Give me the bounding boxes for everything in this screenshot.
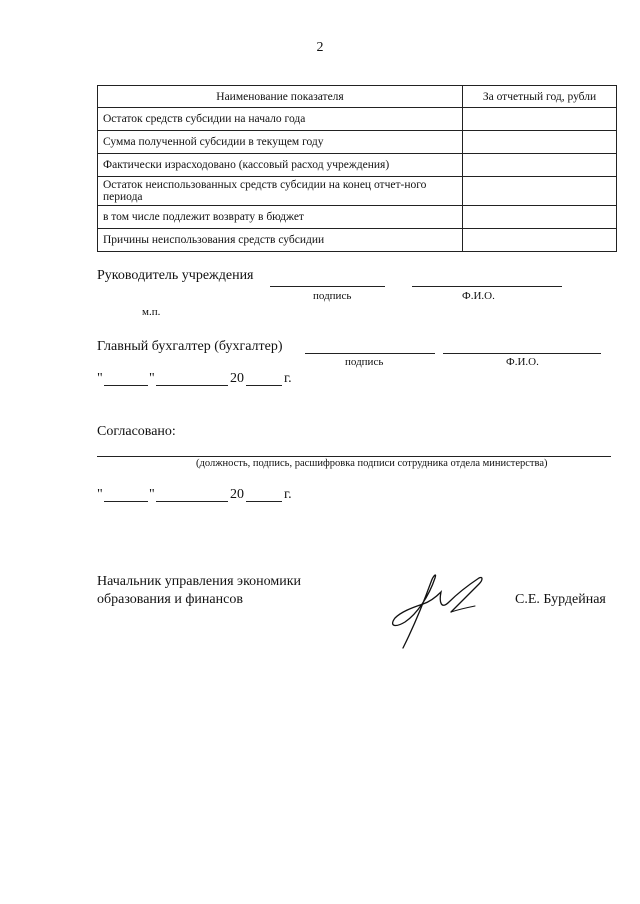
table-cell-label: в том числе подлежит возврату в бюджет (98, 206, 463, 229)
table-row (98, 206, 617, 229)
date2-year-line (246, 501, 282, 502)
table-cell-value (463, 154, 617, 177)
table-cell-value (463, 131, 617, 154)
table-cell-label: Сумма полученной субсидии в текущем году (98, 131, 463, 154)
date-open-quote: " (97, 371, 103, 386)
date2-close-quote: " (149, 487, 155, 502)
accountant-name-line (443, 353, 601, 354)
date-day-line (104, 385, 148, 386)
agreed-caption: (должность, подпись, расшифровка подписи сотрудника отдела министерства) (196, 458, 548, 469)
table-row (98, 177, 617, 206)
head-name-caption: Ф.И.О. (462, 290, 495, 302)
handwritten-signature (365, 568, 495, 654)
table-cell-value (463, 177, 617, 206)
head-name-line (412, 286, 562, 287)
footer-position-line2: образования и финансов (97, 592, 243, 607)
date-year-line (246, 385, 282, 386)
table-cell-label: Причины неиспользования средств субсидии (98, 229, 463, 252)
table-cell-value (463, 206, 617, 229)
table-cell-label: Остаток средств субсидии на начало года (98, 108, 463, 131)
agreed-label: Согласовано: (97, 424, 176, 439)
date2-open-quote: " (97, 487, 103, 502)
table-cell-label: Остаток неиспользованных средств субсидии на конец отчет-ного периода (98, 177, 463, 206)
head-label: Руководитель учреждения (97, 268, 254, 283)
date2-day-line (104, 501, 148, 502)
table-row (98, 131, 617, 154)
footer-position-line1: Начальник управления экономики (97, 574, 302, 589)
indicator-table (97, 85, 617, 252)
table-row (98, 108, 617, 131)
table-row (98, 154, 617, 177)
date-month-line (156, 385, 228, 386)
date-year-prefix: 20 (230, 371, 244, 386)
head-signature-line (270, 286, 385, 287)
table-cell-value (463, 108, 617, 131)
table-cell-value (463, 229, 617, 252)
table-cell-label: Фактически израсходовано (кассовый расход учреждения) (98, 154, 463, 177)
accountant-signature-caption: подпись (345, 356, 384, 368)
date2-year-suffix: г. (284, 487, 292, 502)
date-year-suffix: г. (284, 371, 292, 386)
table-header: Наименование показателя (98, 86, 463, 108)
footer-name: С.Е. Бурдейная (515, 592, 606, 607)
date-close-quote: " (149, 371, 155, 386)
accountant-signature-line (305, 353, 435, 354)
page-number: 2 (316, 40, 324, 55)
head-signature-caption: подпись (313, 290, 352, 302)
date2-year-prefix: 20 (230, 487, 244, 502)
table-header-row (98, 86, 617, 108)
date2-month-line (156, 501, 228, 502)
accountant-label: Главный бухгалтер (бухгалтер) (97, 339, 283, 354)
table-header: За отчетный год, рубли (463, 86, 617, 108)
agreed-line (97, 456, 611, 457)
seal-label: м.п. (142, 306, 161, 318)
accountant-name-caption: Ф.И.О. (506, 356, 539, 368)
table-row (98, 229, 617, 252)
